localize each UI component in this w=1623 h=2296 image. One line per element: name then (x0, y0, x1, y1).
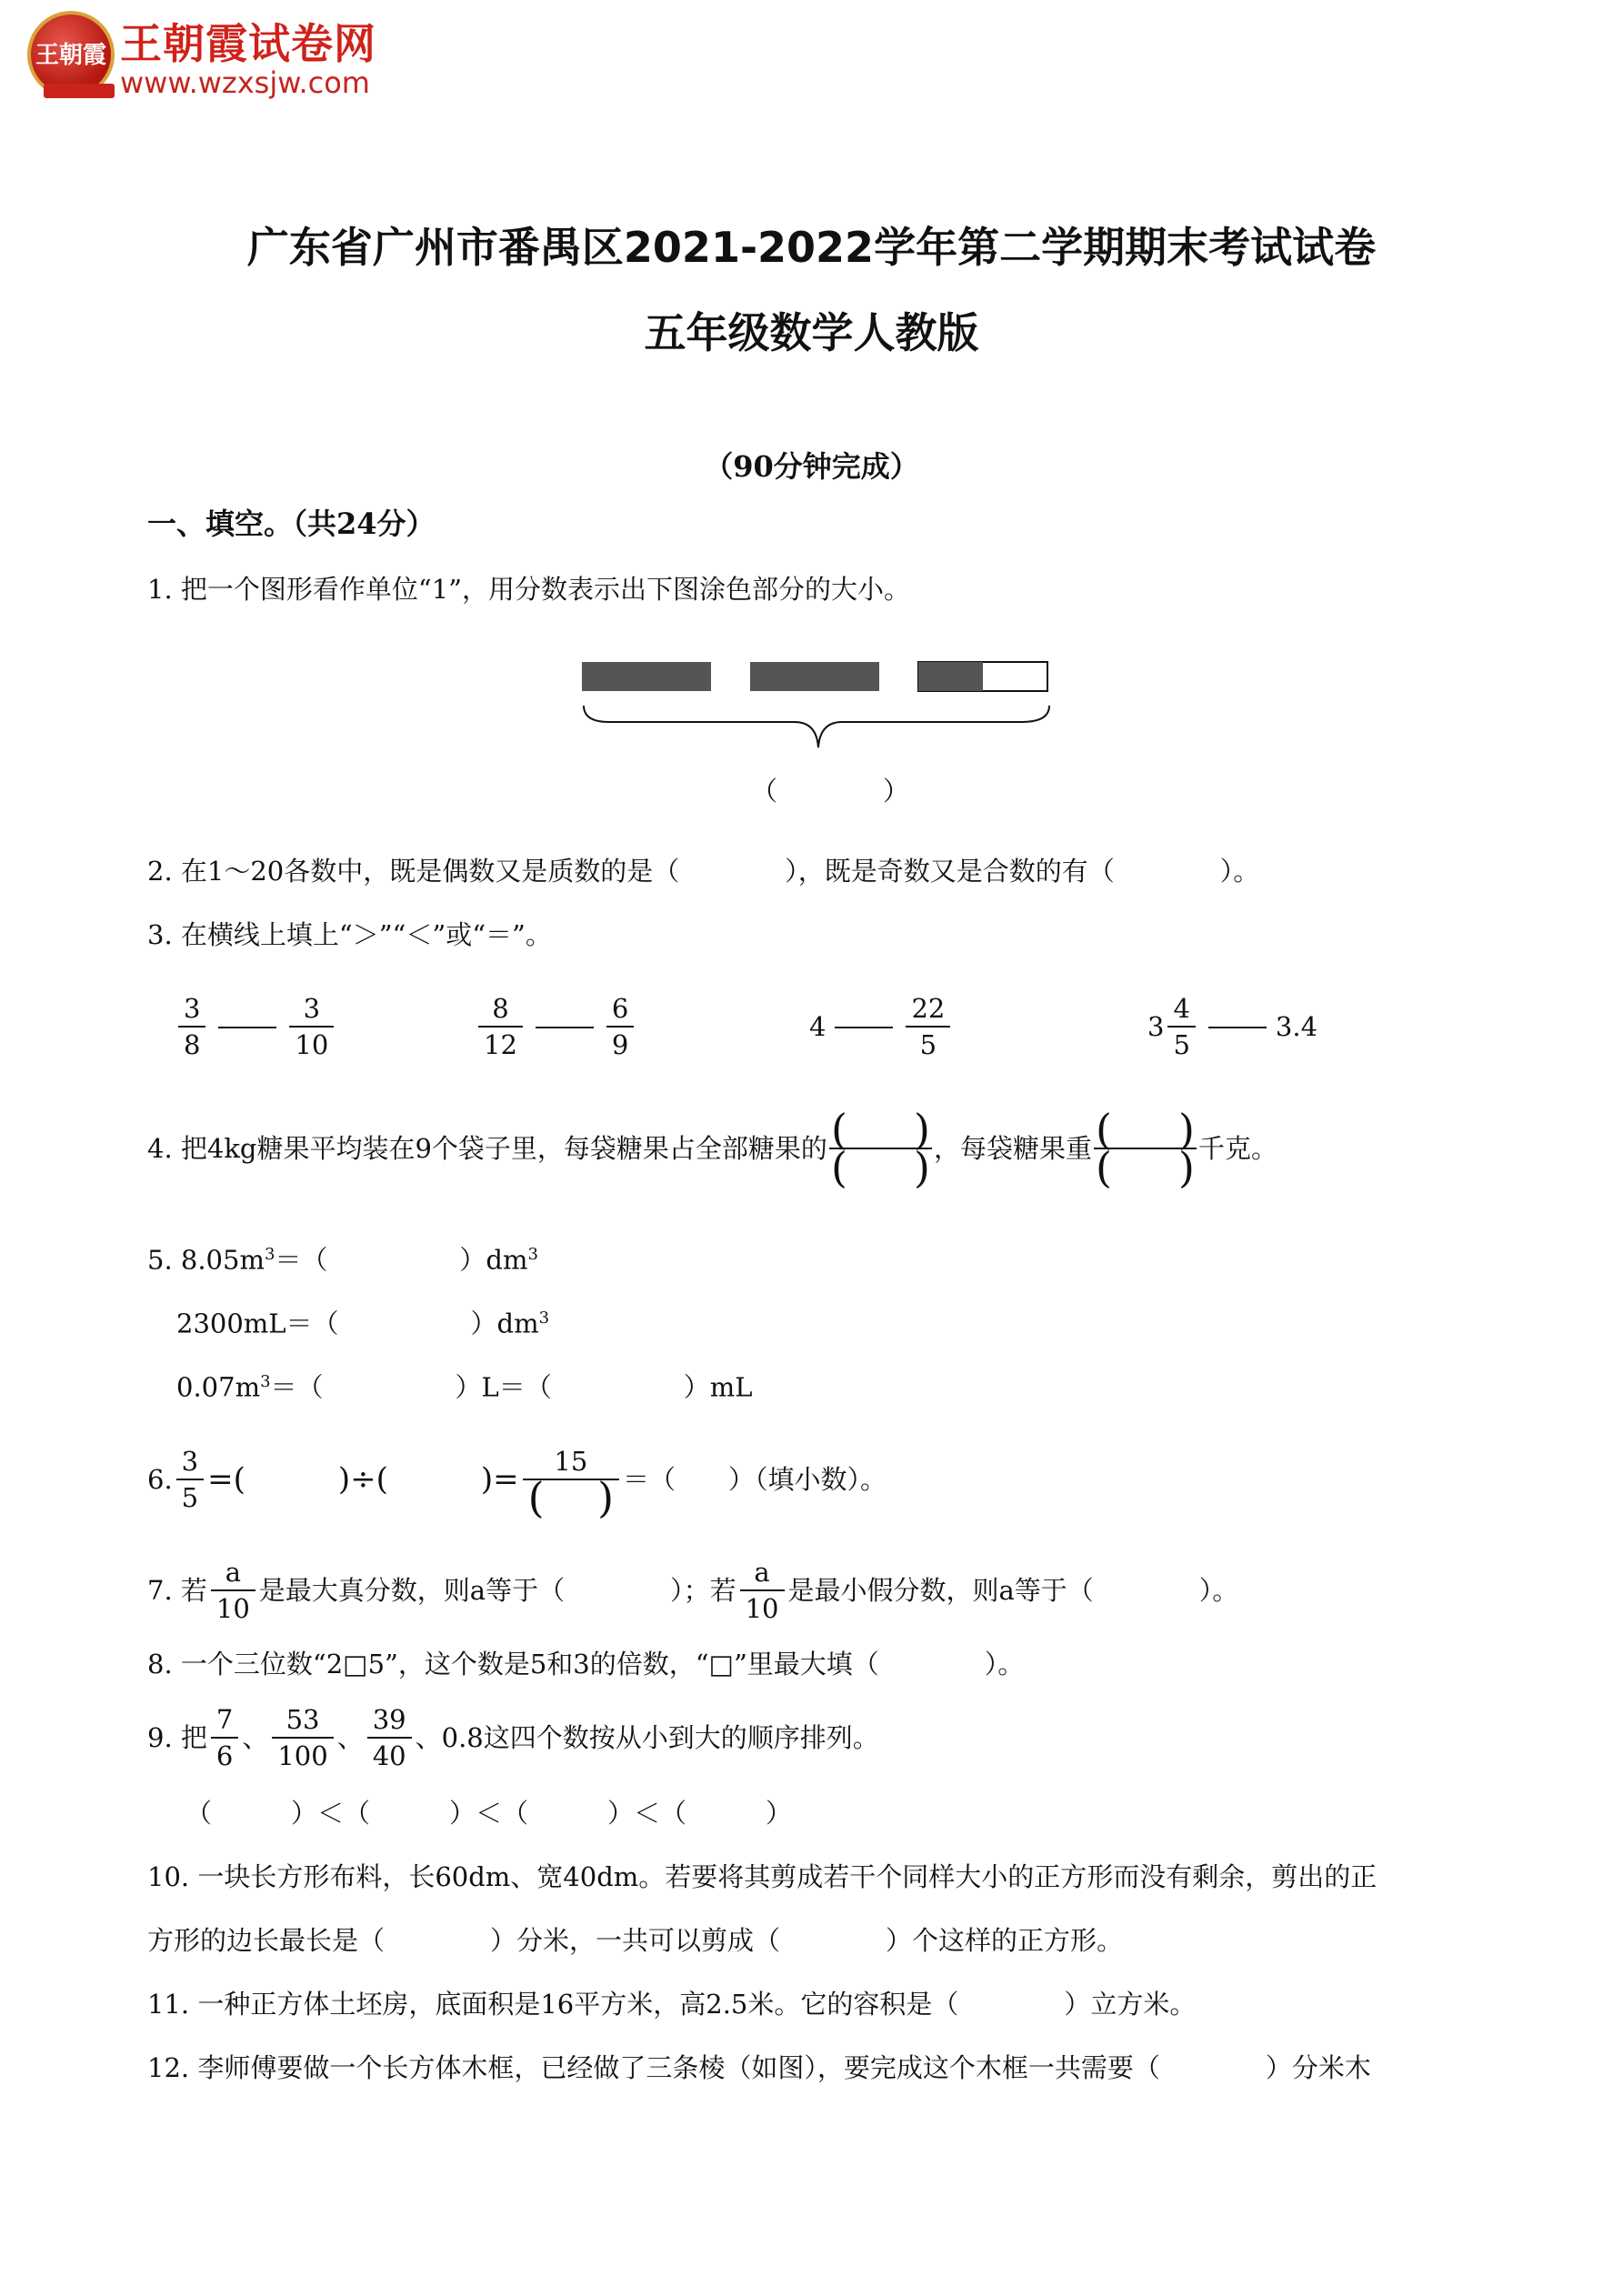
answer-blank[interactable] (1208, 1025, 1267, 1028)
question-10-line-2: 方形的边长最长是（ ）分米，一共可以剪成（ ）个这样的正方形。 (147, 1925, 1124, 1956)
logo-text: 王朝霞 (35, 42, 106, 69)
q9-order-line[interactable]: （ ）＜（ ）＜（ ）＜（ ） (185, 1798, 793, 1829)
fraction: $\frac{a}{10}$ (211, 1555, 255, 1626)
answer-fraction-box[interactable]: $\frac{15}{( )}$ (523, 1444, 619, 1515)
bar-2 (750, 662, 879, 691)
fraction: $\frac{4}{5}$ (1167, 991, 1195, 1062)
question-8: 8. 一个三位数“2□5”，这个数是5和3的倍数，“□”里最大填（ ）。 (147, 1649, 1025, 1679)
question-1: 1. 把一个图形看作单位“1”，用分数表示出下图涂色部分的大小。 (147, 574, 910, 605)
page-title: 广东省广州市番禺区2021-2022学年第二学期期末考试试卷 (246, 223, 1377, 272)
brace (584, 706, 1049, 747)
answer-fraction-box[interactable]: ( ) ( ) (830, 1105, 930, 1192)
shaded-bars-diagram (573, 653, 1064, 780)
question-9: 9. 把 $\frac{7}{6}$ 、 $\frac{53}{100}$ 、 $\frac{39}{40}$ 、0.8这四个数按从小到大的顺序排列。 (147, 1704, 879, 1771)
answer-fraction-box[interactable]: ( ) ( ) (1095, 1105, 1195, 1192)
duration-note: （90分钟完成） (704, 449, 919, 484)
question-5-line-3: $0.07m^3=$（ ）L＝（ ）mL (176, 1371, 753, 1403)
page-subtitle: 五年级数学人教版 (644, 308, 979, 357)
q3-item-4: 3 $\frac{4}{5}$ 3.4 (1147, 993, 1318, 1060)
question-5-line-1: 5. $8.05m^3=$（ ）$dm^3$ (147, 1244, 538, 1276)
question-11: 11. 一种正方体土坯房，底面积是16平方米，高2.5米。它的容积是（ ）立方米。 (147, 1989, 1197, 2020)
question-10-line-1: 10. 一块长方形布料，长60dm、宽40dm。若要将其剪成若干个同样大小的正方形而没有剩余，剪出的正 (147, 1861, 1378, 1892)
fraction: $\frac{6}{9}$ (606, 991, 634, 1062)
brand-url[interactable]: www.wzxsjw.com (120, 65, 370, 100)
fraction: $\frac{8}{12}$ (478, 991, 523, 1062)
q3-item-1 (175, 991, 337, 1062)
fraction: $\frac{3}{10}$ (289, 991, 334, 1062)
bar-3-shaded (918, 662, 983, 691)
question-5-line-2: 2300mL＝（ ）$dm^3$ (176, 1308, 550, 1339)
question-3: 3. 在横线上填上“＞”“＜”或“＝”。 (147, 919, 552, 950)
q1-answer-paren[interactable]: （ ） (751, 776, 910, 807)
fraction: $\frac{7}{6}$ (211, 1702, 238, 1773)
question-4: 4. 把4kg糖果平均装在9个袋子里，每袋糖果占全部糖果的 ( ) ( ) ，每袋糖果重 ( ) ( ) 千克。 (147, 1105, 1277, 1192)
brand-name: 王朝霞试卷网 (120, 19, 376, 68)
answer-blank[interactable] (536, 1025, 594, 1028)
question-6: 6. $\frac{3}{5}$ =( )÷( )= $\frac{15}{( )}$ ＝（ ）（填小数）。 (147, 1446, 887, 1522)
bar-1 (582, 662, 711, 691)
answer-blank[interactable] (218, 1025, 276, 1028)
fraction: $\frac{3}{8}$ (178, 991, 205, 1062)
question-12: 12. 李师傅要做一个长方体木框，已经做了三条棱（如图），要完成这个木框一共需要（ ）分米木 (147, 2052, 1371, 2083)
section-heading: 一、填空。（共24分） (147, 506, 436, 541)
fraction: $\frac{22}{5}$ (906, 991, 950, 1062)
logo-ribbon (44, 84, 115, 98)
fraction: $\frac{3}{5}$ (176, 1444, 204, 1515)
q3-item-3: 4 $\frac{22}{5}$ (809, 991, 954, 1062)
fraction: $\frac{53}{100}$ (272, 1702, 333, 1773)
answer-blank[interactable] (835, 1025, 893, 1028)
fraction: $\frac{39}{40}$ (367, 1702, 412, 1773)
question-2: 2. 在1～20各数中，既是偶数又是质数的是（ ），既是奇数又是合数的有（ ）。 (147, 856, 1260, 887)
fraction: $\frac{a}{10}$ (740, 1555, 785, 1626)
question-7: 7. 若 $\frac{a}{10}$ 是最大真分数，则a等于（ ）；若 $\frac{a}{10}$ 是最小假分数，则a等于（ ）。 (147, 1557, 1239, 1624)
q3-item-2 (475, 991, 637, 1062)
